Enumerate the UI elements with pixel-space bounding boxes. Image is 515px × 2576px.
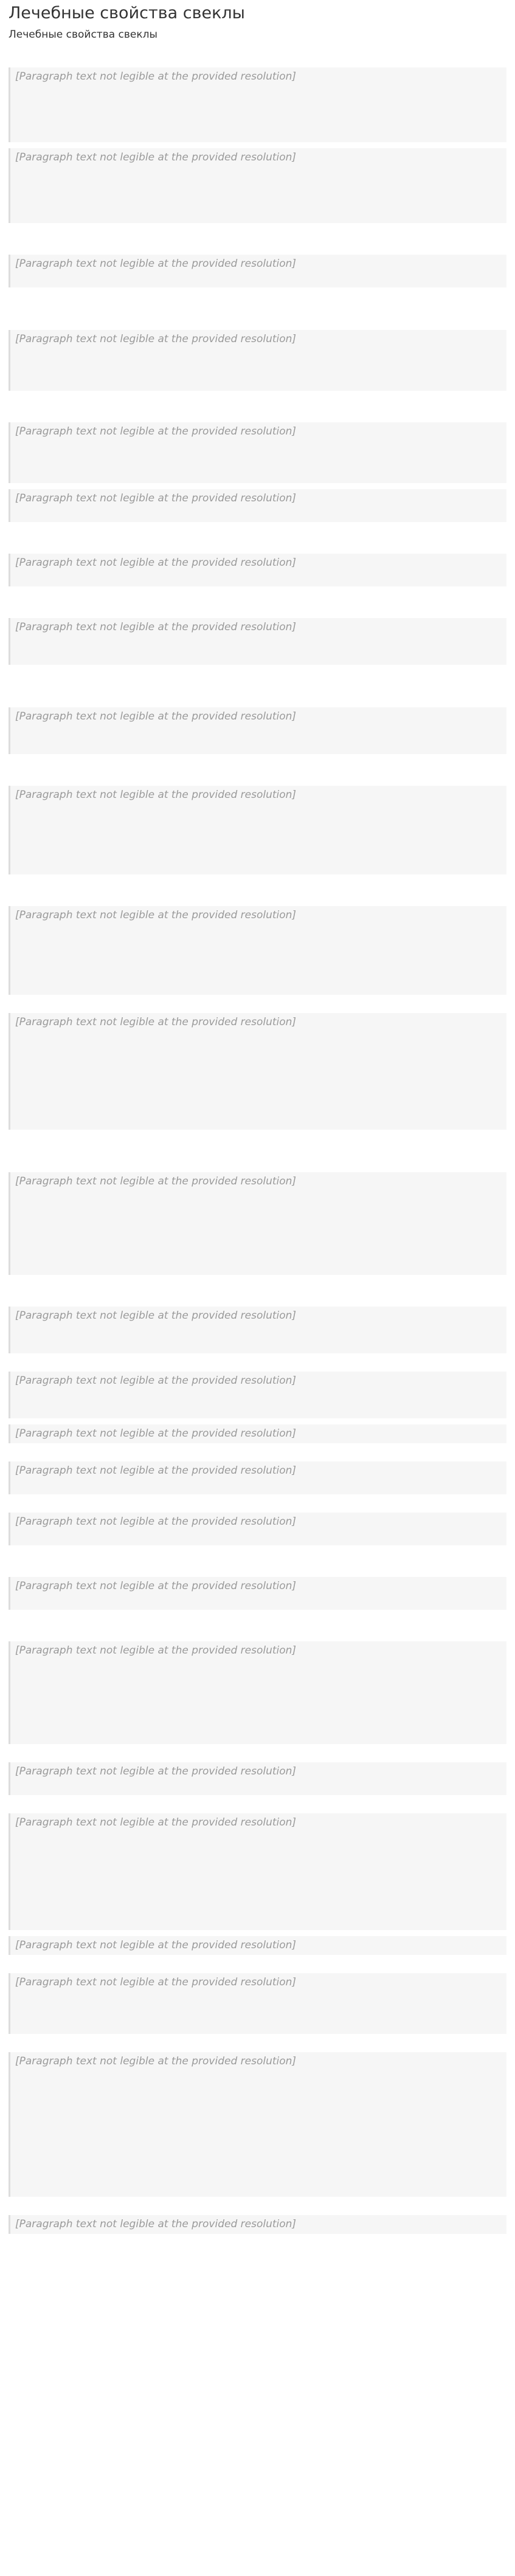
article-paragraph: [Paragraph text not legible at the provided resolution]: [9, 707, 506, 754]
article-paragraph: [Paragraph text not legible at the provided resolution]: [9, 1973, 506, 2034]
article-paragraph: [Paragraph text not legible at the provided resolution]: [9, 1641, 506, 1744]
paragraph-spacer: [9, 1955, 506, 1973]
article-paragraph: [Paragraph text not legible at the provided resolution]: [9, 2052, 506, 2197]
paragraph-spacer: [9, 2197, 506, 2215]
paragraph-spacer: [9, 2034, 506, 2052]
article-paragraph: [Paragraph text not legible at the provided resolution]: [9, 1461, 506, 1494]
paragraph-spacer: [9, 1545, 506, 1577]
paragraph-spacer: [9, 1930, 506, 1936]
article-paragraph: [Paragraph text not legible at the provided resolution]: [9, 330, 506, 391]
paragraph-spacer: [9, 1610, 506, 1641]
paragraph-spacer: [9, 754, 506, 786]
article-paragraph: [Paragraph text not legible at the provided resolution]: [9, 489, 506, 522]
article-paragraph: [Paragraph text not legible at the provided resolution]: [9, 554, 506, 586]
article-paragraph: [Paragraph text not legible at the provided resolution]: [9, 1513, 506, 1545]
article-body: [9, 61, 506, 2234]
paragraph-spacer: [9, 223, 506, 255]
article-paragraph: [Paragraph text not legible at the provided resolution]: [9, 255, 506, 287]
article-paragraph: [Paragraph text not legible at the provided resolution]: [9, 1424, 506, 1443]
page-title: Лечебные свойства свеклы: [9, 4, 245, 22]
paragraph-spacer: [9, 483, 506, 489]
paragraph-spacer: [9, 1744, 506, 1762]
paragraph-spacer: [9, 61, 506, 67]
paragraph-spacer: [9, 995, 506, 1013]
article-paragraph: [Paragraph text not legible at the provided resolution]: [9, 1762, 506, 1795]
article-paragraph: [Paragraph text not legible at the provided resolution]: [9, 1936, 506, 1955]
article-paragraph: [Paragraph text not legible at the provided resolution]: [9, 786, 506, 874]
paragraph-spacer: [9, 522, 506, 554]
paragraph-spacer: [9, 1353, 506, 1372]
article-paragraph: [Paragraph text not legible at the provided resolution]: [9, 1172, 506, 1275]
paragraph-spacer: [9, 1795, 506, 1813]
paragraph-spacer: [9, 1275, 506, 1307]
paragraph-spacer: [9, 586, 506, 618]
paragraph-spacer: [9, 1494, 506, 1513]
article-paragraph: [Paragraph text not legible at the provided resolution]: [9, 2215, 506, 2234]
paragraph-spacer: [9, 391, 506, 422]
article-paragraph: [Paragraph text not legible at the provided resolution]: [9, 1577, 506, 1610]
paragraph-spacer: [9, 1130, 506, 1172]
paragraph-spacer: [9, 874, 506, 906]
paragraph-spacer: [9, 287, 506, 330]
article-paragraph: [Paragraph text not legible at the provided resolution]: [9, 906, 506, 995]
article-paragraph: [Paragraph text not legible at the provided resolution]: [9, 148, 506, 223]
article-paragraph: [Paragraph text not legible at the provided resolution]: [9, 422, 506, 483]
article-paragraph: [Paragraph text not legible at the provided resolution]: [9, 618, 506, 665]
article-paragraph: [Paragraph text not legible at the provided resolution]: [9, 1013, 506, 1130]
page-subtitle: Лечебные свойства свеклы: [9, 29, 157, 41]
paragraph-spacer: [9, 142, 506, 148]
article-paragraph: [Paragraph text not legible at the provided resolution]: [9, 1307, 506, 1353]
article-paragraph: [Paragraph text not legible at the provided resolution]: [9, 1372, 506, 1418]
paragraph-spacer: [9, 1418, 506, 1424]
article-paragraph: [Paragraph text not legible at the provided resolution]: [9, 1813, 506, 1930]
paragraph-spacer: [9, 1443, 506, 1461]
paragraph-spacer: [9, 665, 506, 707]
article-paragraph: [Paragraph text not legible at the provided resolution]: [9, 67, 506, 142]
